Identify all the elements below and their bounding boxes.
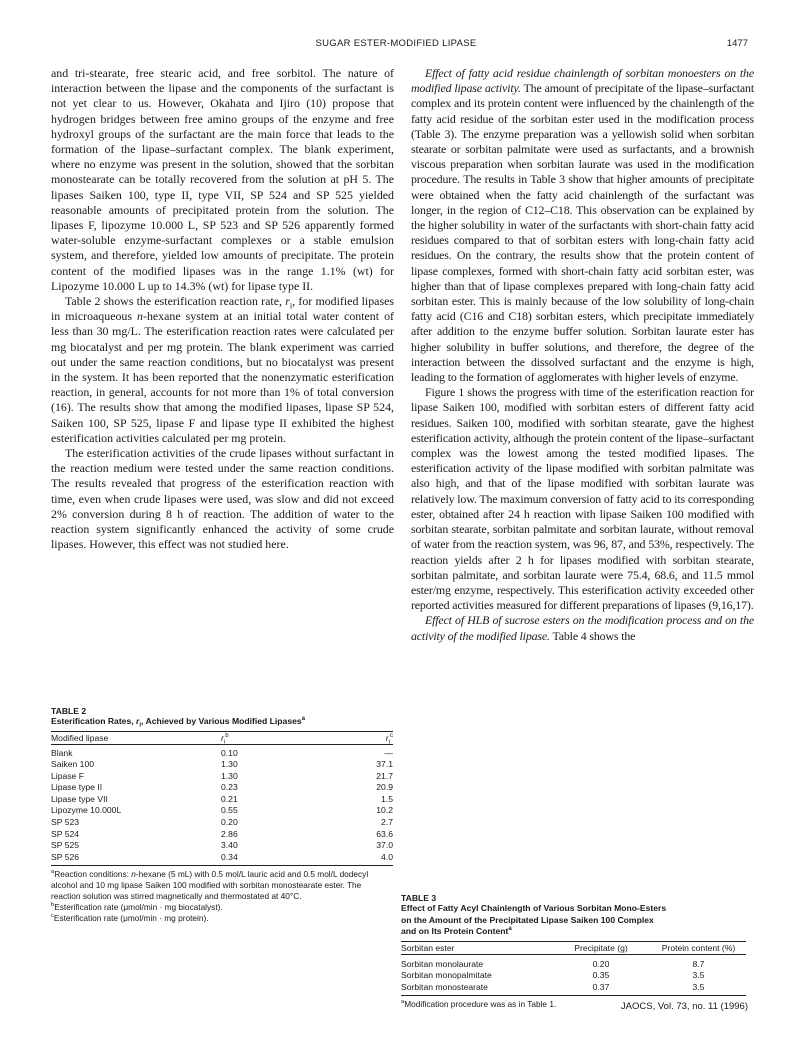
table-row bbox=[401, 970, 746, 982]
footnote-mark: a bbox=[51, 869, 55, 876]
cell-lipase: Lipase type II bbox=[51, 782, 103, 793]
caption-line: Effect of Fatty Acyl Chainlength of Various Sorbitan Mono-Esters bbox=[401, 903, 667, 913]
footnote-mark: b bbox=[51, 902, 55, 909]
footnote-a bbox=[51, 869, 393, 901]
cell-rate-protein: 2.7 bbox=[381, 817, 393, 828]
cell-rate-protein: — bbox=[384, 747, 393, 758]
text-run: -hexane system at an initial total water content of less than 30 mg/L. The esterification reaction rates were calculated per mg biocatalyst and per mg protein. The blank experiment was carried out under the same reaction conditions, but no biocatalyst was present in the system. It has been reported that the nonenzymatic esterification reaction, in general, accounts for not more than 1% of total conversion (16). The results show that among the modified lipases, lipase SP 524, Saiken 100, SP 525, lipase F and lipase type II exhibited the highest esterification activities calculated per mg protein. bbox=[51, 309, 394, 445]
table-row bbox=[51, 817, 393, 829]
cell-rate-protein: 1.5 bbox=[381, 793, 393, 804]
cell-lipase: Lipase F bbox=[51, 770, 84, 781]
text-run: Esterification rate (μmol/min · mg protein). bbox=[53, 912, 209, 923]
left-paragraph-1: and tri-stearate, free stearic acid, and free sorbitol. The nature of interaction between the lipase and the components of the surfactant is not yet clear to us. However, Okahata and Ijiro (10) propose that hydrogen bridges between free amino groups of the enzyme and free hydroxyl groups of the surfactant are the main force that leads to the formation of the lipase–surfactant complex. The blank experiment, where no enzyme was present in the solution, showed that the sorbitan monostearate can be totally recovered from the solution at pH 5. The lipases Saiken 100, type II, type VII, SP 524 and SP 525 yielded reasonable amounts of precipitated protein from the solution. The lipases F, lipozyme 10.000 L, SP 523 and SP 526 apparently formed water-soluble enzyme-surfactant complexes or a stable emulsion system, and therefore, yielded low amounts of precipitate. The protein content of the modified lipases was in the range 1.1% (wt) for Lipozyme 10.000 L up to 14.3% (wt) for lipase type II. bbox=[51, 66, 394, 293]
table-row bbox=[51, 771, 393, 783]
column-header-rate-biocatalyst bbox=[221, 731, 331, 744]
rate-symbol: r bbox=[385, 732, 389, 743]
table-row bbox=[51, 852, 393, 866]
cell-rate-protein: 37.1 bbox=[376, 759, 393, 770]
text-run: Table 2 shows the esterification reaction rate, bbox=[65, 294, 286, 309]
column-header-lipase: Modified lipase bbox=[51, 731, 221, 744]
italic-n: n bbox=[137, 309, 143, 324]
journal-citation: JAOCS, Vol. 73, no. 11 (1996) bbox=[620, 1001, 748, 1012]
footnote-mark: b bbox=[225, 732, 229, 739]
right-paragraph-1 bbox=[411, 66, 754, 385]
table-row bbox=[51, 829, 393, 841]
cell-lipase: Saiken 100 bbox=[51, 759, 95, 770]
cell-protein: 3.5 bbox=[692, 970, 705, 981]
column-header-rate-protein bbox=[331, 731, 393, 744]
text-run: The amount of precipitate of the lipase–surfactant complex and its protein content were influenced by the chainlength of the fatty acid residue of the sorbitan ester used in the modification process (Table 3). The enzyme preparation was a yellowish solid when sorbitan stearate or sorbitan palmitate were used as surfactants, and a brownish viscous preparation when sorbitan laurate was used in the modification procedure. The results in Table 3 show that higher amounts of precipitate were obtained when the fatty acid chainlength of the surfactant was longer, in the region of C12–C18. This observation can be explained by the higher solubility in water of the surfactants with short-chain fatty acid residues compared to that of sorbitan esters with long-chain fatty acid residues. On the contrary, the results show that the protein content of lipase complexes, formed with short-chain fatty acid sorbitan ester, was higher than that of lipase complexes prepared with long-chain fatty acid sorbitan ester. This is mainly because of the low solubility of long-chain fatty acid (C16 and C18) sorbitan esters, which precipitate immediately after addition to the enzyme buffer solution. Sorbitan laurate ester has higher solubility in buffer solutions, and therefore, the degree of the interaction between the dissolved surfactant and the enzyme is high, leading to the formation of agglomerates with higher levels of enzyme. bbox=[411, 81, 754, 385]
right-column bbox=[411, 66, 754, 644]
rate-symbol: r bbox=[136, 716, 140, 726]
table-caption bbox=[51, 716, 393, 728]
cell-rate-biocatalyst: 1.30 bbox=[221, 759, 238, 770]
table-row bbox=[51, 759, 393, 771]
table-row bbox=[51, 805, 393, 817]
footnote-mark: a bbox=[401, 999, 405, 1006]
footnote-b bbox=[51, 902, 393, 913]
cell-rate-biocatalyst: 0.34 bbox=[221, 852, 331, 866]
column-header-precipitate: Precipitate (g) bbox=[551, 941, 651, 954]
cell-rate-biocatalyst: 3.40 bbox=[221, 840, 238, 851]
text-run: , Achieved by Various Modified Lipases bbox=[141, 716, 302, 726]
cell-ester: Sorbitan monolaurate bbox=[401, 958, 484, 969]
italic-n: n bbox=[131, 869, 136, 880]
column-header-ester: Sorbitan ester bbox=[401, 941, 551, 954]
table-2-footnotes bbox=[51, 869, 393, 923]
right-paragraph-2: Figure 1 shows the progress with time of the esterification reaction for lipase Saiken 100, modified with sorbitan esters of different fatty acid residues. Saiken 100, modified with sorbitan stearate, gave the highest esterification activity, although the protein content of the lipase–surfactant complex was the lowest among the tested modified lipases. The esterification activity of the lipase modified with sorbitan palmitate was also high, and that of the lipase modified with sorbitan laurate was relatively low. The maximum conversion of fatty acid to its corresponding ester, obtained after 24 h reaction with lipase Saiken 100 modified with sorbitan stearate, sorbitan palmitate and sorbitan laurate, without removal of water from the reaction system, was 96, 87, and 53%, respectively. The reaction yields after 2 h for lipases modified with sorbitan stearate, sorbitan palmitate, and sorbitan laurate were 75.4, 68.6, and 11.5 mmol ester/mg enzyme, respectively. This esterification activity exceeded other reported activities measured for different preparations of lipases (9,16,17). bbox=[411, 385, 754, 613]
section-heading: Effect of HLB of sucrose esters on the modification process and on the activity of the modified lipase. bbox=[411, 613, 754, 643]
footnote-mark: c bbox=[51, 912, 54, 919]
table-3 bbox=[401, 893, 746, 1010]
cell-lipase: Lipase type VII bbox=[51, 793, 108, 804]
table-header-row bbox=[401, 941, 746, 954]
table-row bbox=[51, 782, 393, 794]
cell-rate-biocatalyst: 1.30 bbox=[221, 770, 238, 781]
cell-lipase: Blank bbox=[51, 747, 73, 758]
footnote-mark: a bbox=[301, 716, 306, 723]
text-run: Reaction conditions: bbox=[54, 869, 132, 880]
cell-lipase: Lipozyme 10.000L bbox=[51, 805, 122, 816]
table-row bbox=[401, 954, 746, 970]
running-title: SUGAR ESTER-MODIFIED LIPASE bbox=[315, 38, 477, 49]
caption-line: on the Amount of the Precipitated Lipase Saiken 100 Complex bbox=[401, 914, 654, 925]
table-row bbox=[51, 744, 393, 759]
cell-precipitate: 0.35 bbox=[592, 970, 610, 981]
rate-subscript: i bbox=[289, 301, 293, 311]
column-header-protein: Protein content (%) bbox=[651, 941, 746, 954]
caption-line bbox=[401, 926, 746, 938]
cell-ester: Sorbitan monopalmitate bbox=[401, 970, 492, 981]
cell-ester: Sorbitan monostearate bbox=[401, 982, 551, 996]
cell-protein: 8.7 bbox=[692, 958, 705, 969]
table-header-row bbox=[51, 731, 393, 744]
rate-subscript: i bbox=[223, 739, 226, 746]
table-caption bbox=[401, 903, 746, 938]
rate-subscript: i bbox=[388, 739, 390, 746]
cell-rate-biocatalyst: 2.86 bbox=[221, 828, 238, 839]
rate-symbol: r bbox=[221, 732, 224, 743]
rate-subscript: i bbox=[139, 722, 142, 729]
text-run: , for modified lipases in microaqueous bbox=[51, 294, 394, 324]
cell-rate-protein: 63.6 bbox=[376, 828, 393, 839]
table-label: TABLE 2 bbox=[51, 706, 87, 716]
left-paragraph-3: The esterification activities of the crude lipases without surfactant in the reaction medium were tested under the same reaction conditions. The results revealed that progress of the esterification reaction with time, even when crude lipases were used, was slow and did not exceed 2% conversion during 8 h of reaction. The addition of water to the reaction system significantly enhanced the activity of some crude lipases. However, this effect was not studied here. bbox=[51, 446, 394, 552]
cell-lipase: SP 523 bbox=[51, 817, 80, 828]
text-run: Modification procedure was as in Table 1. bbox=[404, 999, 557, 1010]
cell-rate-protein: 10.2 bbox=[376, 805, 393, 816]
cell-lipase: SP 526 bbox=[51, 852, 221, 866]
cell-rate-protein: 4.0 bbox=[331, 852, 393, 866]
cell-rate-biocatalyst: 0.21 bbox=[221, 793, 238, 804]
footnote-mark: a bbox=[508, 926, 512, 933]
table-row bbox=[51, 840, 393, 852]
text-run: -hexane (5 mL) with 0.5 mol/L lauric acid and 0.5 mol/L dodecyl alcohol and 10 mg lipase Saiken 100 modified with sorbitan monostearate ester. The reaction solution was stirred magnetically and thermostated at 40°C. bbox=[51, 869, 369, 902]
sorbitan-ester-table bbox=[401, 941, 746, 997]
footnote-c bbox=[51, 913, 393, 924]
cell-precipitate: 0.37 bbox=[551, 982, 651, 996]
text-run: Esterification Rates, bbox=[51, 716, 137, 726]
cell-precipitate: 0.20 bbox=[592, 958, 610, 969]
text-run: and on Its Protein Content bbox=[401, 926, 509, 936]
footnote-mark: c bbox=[389, 732, 393, 739]
left-paragraph-2 bbox=[51, 294, 394, 446]
right-paragraph-3 bbox=[411, 613, 754, 643]
esterification-rates-table bbox=[51, 731, 393, 867]
cell-lipase: SP 525 bbox=[51, 840, 80, 851]
cell-rate-protein: 20.9 bbox=[376, 782, 393, 793]
text-run: Table 4 shows the bbox=[549, 628, 636, 643]
rate-symbol: r bbox=[285, 294, 290, 309]
left-column bbox=[51, 66, 394, 553]
section-heading: Effect of fatty acid residue chainlength of sorbitan monoesters on the modified lipase activity. bbox=[411, 66, 754, 96]
cell-lipase: SP 524 bbox=[51, 828, 80, 839]
cell-rate-biocatalyst: 0.10 bbox=[221, 747, 238, 758]
table-2 bbox=[51, 706, 393, 923]
text-run: Esterification rate (μmol/min · mg biocatalyst). bbox=[54, 901, 223, 912]
page-number: 1477 bbox=[726, 38, 748, 49]
running-head bbox=[0, 38, 792, 54]
cell-rate-protein: 21.7 bbox=[376, 770, 393, 781]
cell-rate-biocatalyst: 0.20 bbox=[221, 817, 238, 828]
cell-rate-biocatalyst: 0.55 bbox=[221, 805, 238, 816]
table-row bbox=[51, 794, 393, 806]
table-row bbox=[401, 982, 746, 996]
cell-protein: 3.5 bbox=[651, 982, 746, 996]
cell-rate-biocatalyst: 0.23 bbox=[221, 782, 238, 793]
table-label: TABLE 3 bbox=[401, 893, 437, 903]
cell-rate-protein: 37.0 bbox=[376, 840, 393, 851]
